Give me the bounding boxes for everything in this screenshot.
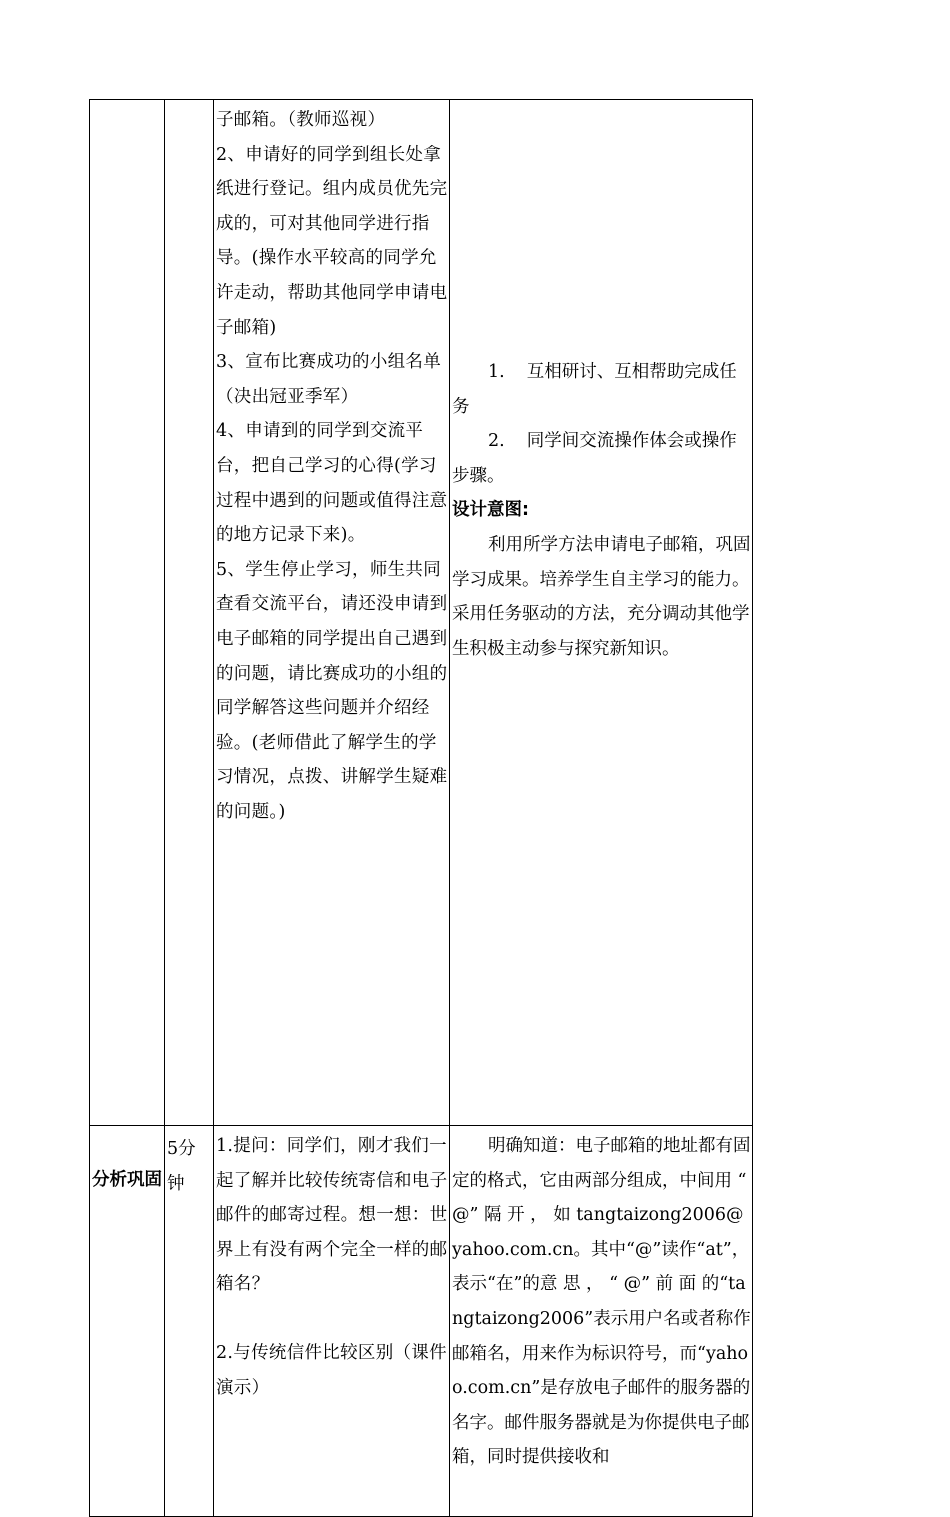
student-item-1 [452, 355, 752, 424]
section-title: 分析巩固 [90, 1126, 165, 1517]
student-item-2 [452, 424, 752, 493]
activity-step-5: 5、学生停止学习，师生共同查看交流平台，请还没申请到电子邮箱的同学提出自己遇到的问题，请比赛成功的小组的同学解答这些问题并介绍经验。(老师借此了解学生的学习情况，点拨、讲解学生疑难的问题。) [216, 559, 448, 822]
teacher-question-1: 1.提问：同学们，刚才我们一起了解并比较传统寄信和电子邮件的邮寄过程。想一想：世界上有没有两个完全一样的邮箱名？ [216, 1136, 448, 1295]
design-intent-text: 利用所学方法申请电子邮箱，巩固学习成果。培养学生自主学习的能力。采用任务驱动的方法，充分调动其他学生积极主动参与探究新知识。 [452, 534, 751, 659]
list-number: 1. [488, 362, 505, 382]
table-row [90, 1126, 753, 1517]
activity-step-3: 3、宣布比赛成功的小组名单（决出冠亚季军） [216, 352, 442, 407]
list-number: 2. [488, 431, 505, 452]
duration-cell [165, 100, 214, 1126]
list-text: 同学间交流操作体会或操作步骤。 [452, 431, 737, 486]
student-activity-cell [450, 1126, 753, 1517]
teacher-activity-cell [214, 1126, 450, 1517]
teacher-question-2: 2.与传统信件比较区别（课件演示） [216, 1342, 447, 1398]
student-activity-cell [450, 100, 753, 1126]
table-row [90, 100, 753, 1126]
spacer [216, 1302, 449, 1336]
lesson-plan-table [89, 99, 753, 1517]
student-explanation: 明确知道：电子邮箱的地址都有固定的格式，它由两部分组成，中间用 “ @” 隔 开 ， 如 tangtaizong2006@yahoo.com.cn。其中“@”读作“at”，表示“在”的意 思 ， “ @” 前 面 的“tangtaizong2006”表示用户名或者称作邮箱名，用来作为标识符号，而“yahoo.com.cn”是存放电子邮件的服务器的名字。邮件服务器就是为你提供电子邮箱，同时提供接收和 [452, 1136, 751, 1468]
section-cell [90, 100, 165, 1126]
design-intent-heading: 设计意图: [452, 500, 529, 521]
list-text: 互相研讨、互相帮助完成任务 [452, 362, 737, 417]
activity-step-4: 4、申请到的同学到交流平台，把自己学习的心得(学习过程中遇到的问题或值得注意的地方记录下来)。 [216, 421, 448, 546]
duration-label: 5分钟 [165, 1126, 214, 1517]
teacher-activity-cell [214, 100, 450, 1126]
activity-step-2: 2、申请好的同学到组长处拿纸进行登记。组内成员优先完成的，可对其他同学进行指导。(操作水平较高的同学允许走动，帮助其他同学申请电子邮箱) [216, 144, 448, 338]
activity-line: 子邮箱。（教师巡视） [216, 110, 386, 130]
